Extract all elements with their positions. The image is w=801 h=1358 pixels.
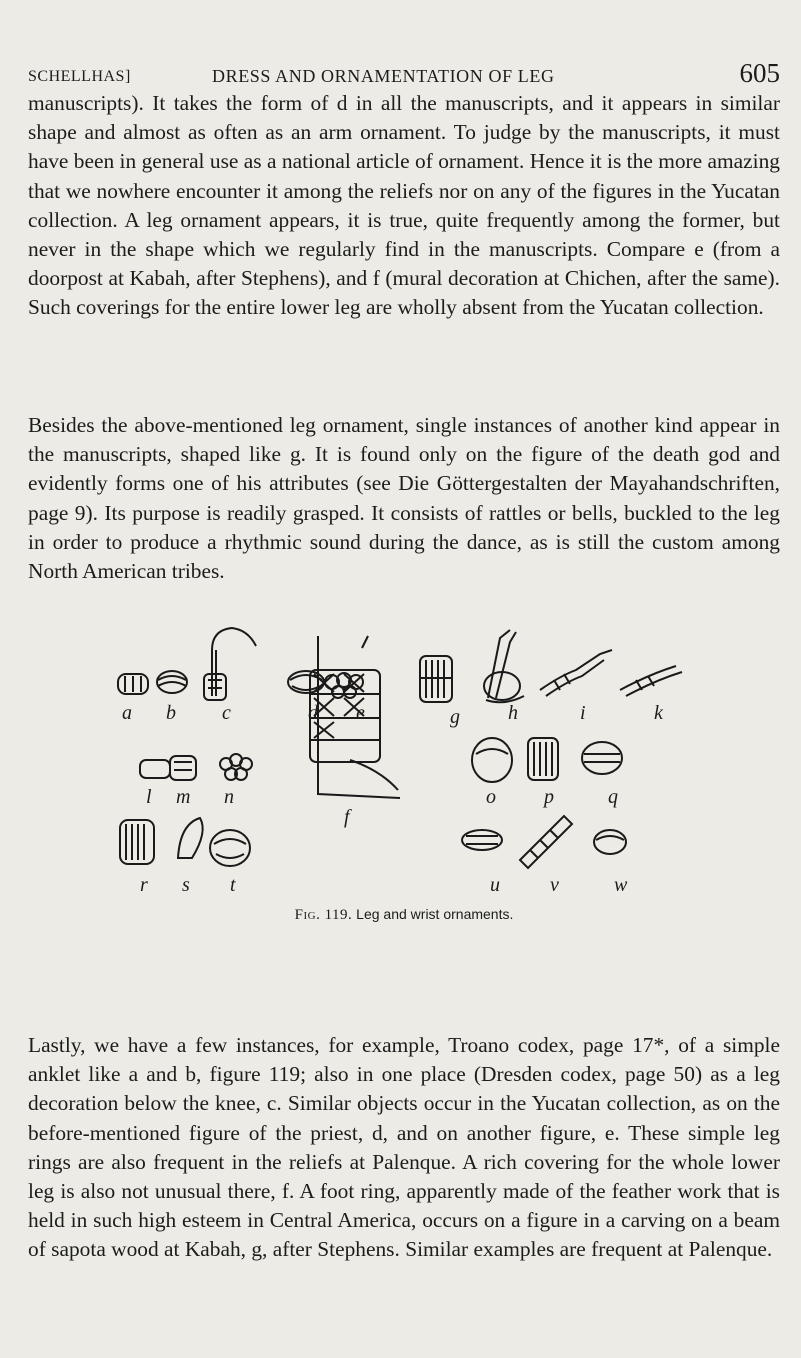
label-d: d <box>308 702 318 724</box>
label-w: w <box>614 874 628 896</box>
label-n: n <box>224 786 234 808</box>
label-c: c <box>222 702 231 724</box>
label-r: r <box>140 874 148 896</box>
label-s: s <box>182 874 190 896</box>
ornament-r <box>120 820 154 864</box>
paragraph-3: Lastly, we have a few instances, for example, Troano codex, page 17*, of a simple anklet like a and b, figure 119; also in one place (Dresden codex, page 50) as a leg decoration below the knee, c. Similar objects occur in the Yucatan collection, as on the before-mentioned figure of the priest, d, and on another figure, e. These simple leg rings are also frequent in the reliefs at Palenque. A rich covering for the whole lower leg is also not unusual there, f. A foot ring, apparently made of the feather work that is held in such high esteem in Central America, occurs on a figure in a carving on a beam of sapota wood at Kabah, g, after Stephens. Similar examples are frequent at Palenque. <box>28 1033 780 1262</box>
ornament-u <box>462 830 502 850</box>
caption-text: Leg and wrist ornaments. <box>356 906 514 922</box>
label-q: q <box>608 786 618 808</box>
ornament-g <box>420 656 452 702</box>
label-v: v <box>550 874 559 896</box>
header-author: SCHELLHAS] <box>28 68 131 85</box>
ornament-q <box>582 742 622 774</box>
label-g: g <box>450 706 460 728</box>
ornament-v <box>520 816 572 868</box>
label-e: e <box>356 702 365 724</box>
ornament-b <box>157 671 187 693</box>
ornament-l <box>140 756 196 780</box>
label-b: b <box>166 702 176 724</box>
ornament-a <box>118 674 148 694</box>
figure-119 <box>100 610 720 992</box>
label-t: t <box>230 874 236 896</box>
ornament-n <box>220 754 252 780</box>
ornament-s <box>178 818 203 858</box>
paragraph-1: manuscripts). It takes the form of d in all the manuscripts, and it appears in similar shape and almost as often as an arm ornament. To judge by the manuscripts, it must have been in general use as a national article of ornament. Hence it is the more amazing that we nowhere encounter it among the reliefs nor on any of the figures in the Yucatan collection. A leg ornament appears, it is true, quite frequently among the former, but never in the shape which we regularly find in the manuscripts. Compare e (from a doorpost at Kabah, after Stephens), and f (mural decoration at Chichen, after the same). Such coverings for the entire lower leg are wholly absent from the Yucatan collection. <box>28 91 780 320</box>
label-k: k <box>654 702 663 724</box>
ornament-t <box>210 830 250 866</box>
caption-number: Fig. 119. <box>294 907 353 923</box>
page-number: 605 <box>739 58 780 88</box>
label-f: f <box>344 806 350 828</box>
ornament-h <box>484 630 524 702</box>
ornament-k <box>620 666 682 696</box>
label-i: i <box>580 702 586 724</box>
label-m: m <box>176 786 191 808</box>
label-u: u <box>490 874 500 896</box>
ornament-o <box>472 738 512 782</box>
figure-caption <box>100 906 708 924</box>
ornament-c <box>204 628 256 700</box>
label-l: l <box>146 786 152 808</box>
label-h: h <box>508 702 518 724</box>
paragraph-2: Besides the above-mentioned leg ornament, single instances of another kind appear in the manuscripts, shaped like g. It is found only on the figure of the death god and evidently forms one of his attributes (see Die Göttergestalten der Mayahandschriften, page 9). Its purpose is readily grasped. It consists of rattles or bells, buckled to the leg in order to produce a rhythmic sound during the dance, as is still the custom among North American tribes. <box>28 413 780 584</box>
ornament-w <box>594 830 626 854</box>
ornament-p <box>528 738 558 780</box>
label-a: a <box>122 702 132 724</box>
label-o: o <box>486 786 496 808</box>
header-title: DRESS AND ORNAMENTATION OF LEG <box>212 66 555 86</box>
ornament-f <box>310 636 400 798</box>
ornament-i <box>540 650 612 696</box>
label-p: p <box>544 786 554 808</box>
